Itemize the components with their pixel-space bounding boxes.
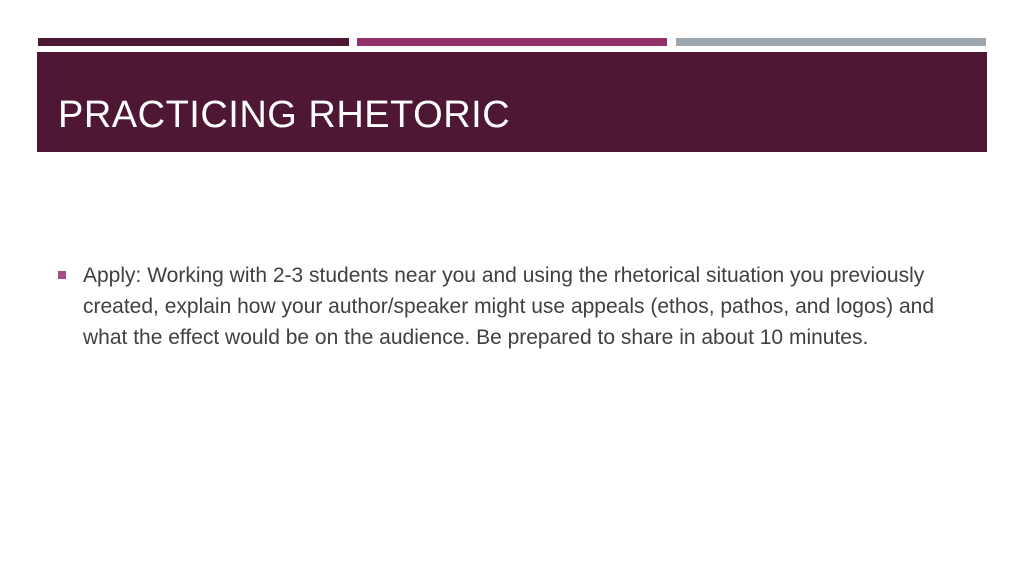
slide-title: PRACTICING RHETORIC: [58, 94, 511, 136]
slide-body: [58, 260, 938, 353]
bullet-item: [58, 260, 938, 353]
bullet-text: Apply: Working with 2-3 students near you and using the rhetorical situation you previously created, explain how your author/speaker might use appeals (ethos, pathos, and logos) and what the effect would be on the audience. Be prepared to share in about 10 minutes.: [83, 264, 935, 349]
accent-bar-gray: [676, 38, 986, 46]
accent-bar-dark: [38, 38, 349, 46]
accent-bar-magenta: [357, 38, 667, 46]
title-band: [37, 52, 987, 152]
square-bullet-icon: [58, 271, 66, 279]
